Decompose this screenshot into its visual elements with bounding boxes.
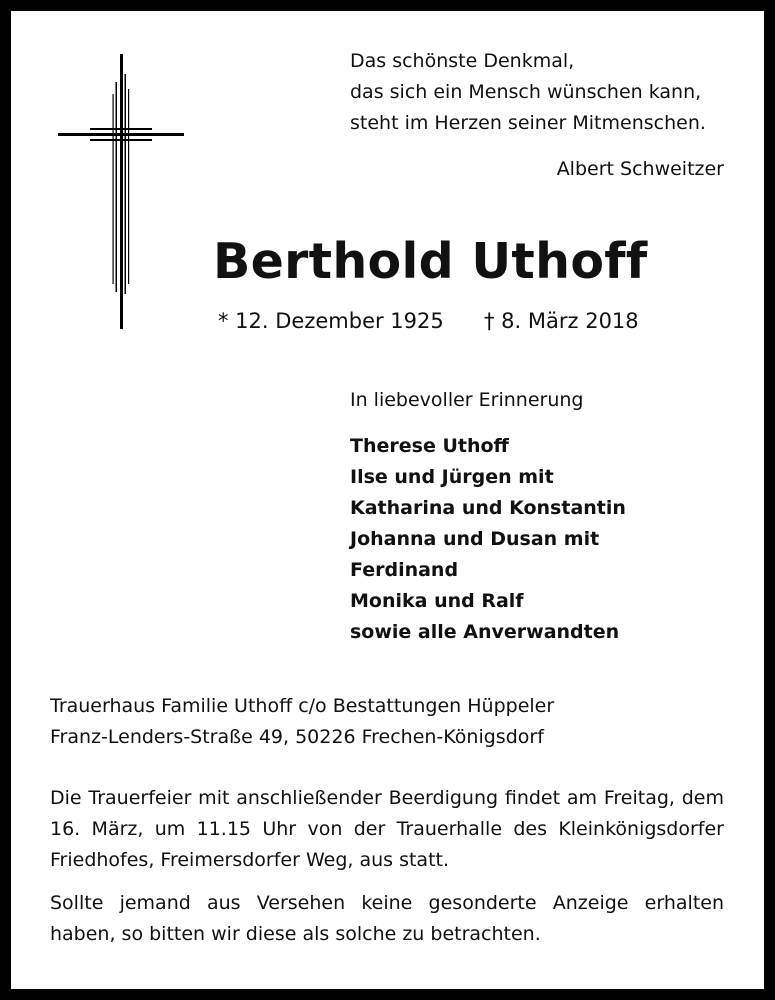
memory-text: In liebevoller Erinnerung — [350, 389, 584, 411]
death-date: † 8. März 2018 — [484, 309, 639, 333]
family-member: Katharina und Konstantin — [350, 497, 626, 519]
family-member: Ilse und Jürgen mit — [350, 466, 554, 488]
quote-block — [350, 46, 725, 139]
family-member: Johanna und Dusan mit — [350, 528, 600, 550]
family-member: Monika und Ralf — [350, 590, 524, 612]
address-line: Franz-Lenders-Straße 49, 50226 Frechen-Königsdorf — [50, 726, 544, 748]
family-member: Therese Uthoff — [350, 435, 509, 457]
obituary-card — [11, 11, 764, 989]
address-line: Trauerhaus Familie Uthoff c/o Bestattungen Hüppeler — [50, 695, 555, 717]
quote-author: Albert Schweitzer — [556, 158, 724, 180]
quote-line: steht im Herzen seiner Mitmenschen. — [350, 112, 706, 134]
deceased-name: Berthold Uthoff — [213, 233, 648, 290]
mourning-house-address — [50, 691, 554, 753]
ceremony-paragraph: Die Trauerfeier mit anschließender Beerdigung findet am Freitag, dem 16. März, um 11.15 Uhr von der Trauerhalle des Kleinkönigsdorfer Friedhofes, Freimersdorfer Weg, aus statt. — [50, 787, 724, 871]
quote-line: das sich ein Mensch wünschen kann, — [350, 81, 702, 103]
quote-line: Das schönste Denkmal, — [350, 50, 575, 72]
family-member: sowie alle Anverwandten — [350, 621, 620, 643]
cross-icon — [58, 54, 184, 329]
notice-paragraph: Sollte jemand aus Versehen keine gesonderte Anzeige erhalten haben, so bitten wir diese als solche zu betrachten. — [50, 892, 724, 945]
birth-date: * 12. Dezember 1925 — [218, 309, 444, 333]
family-list — [350, 431, 626, 648]
family-member: Ferdinand — [350, 559, 459, 581]
